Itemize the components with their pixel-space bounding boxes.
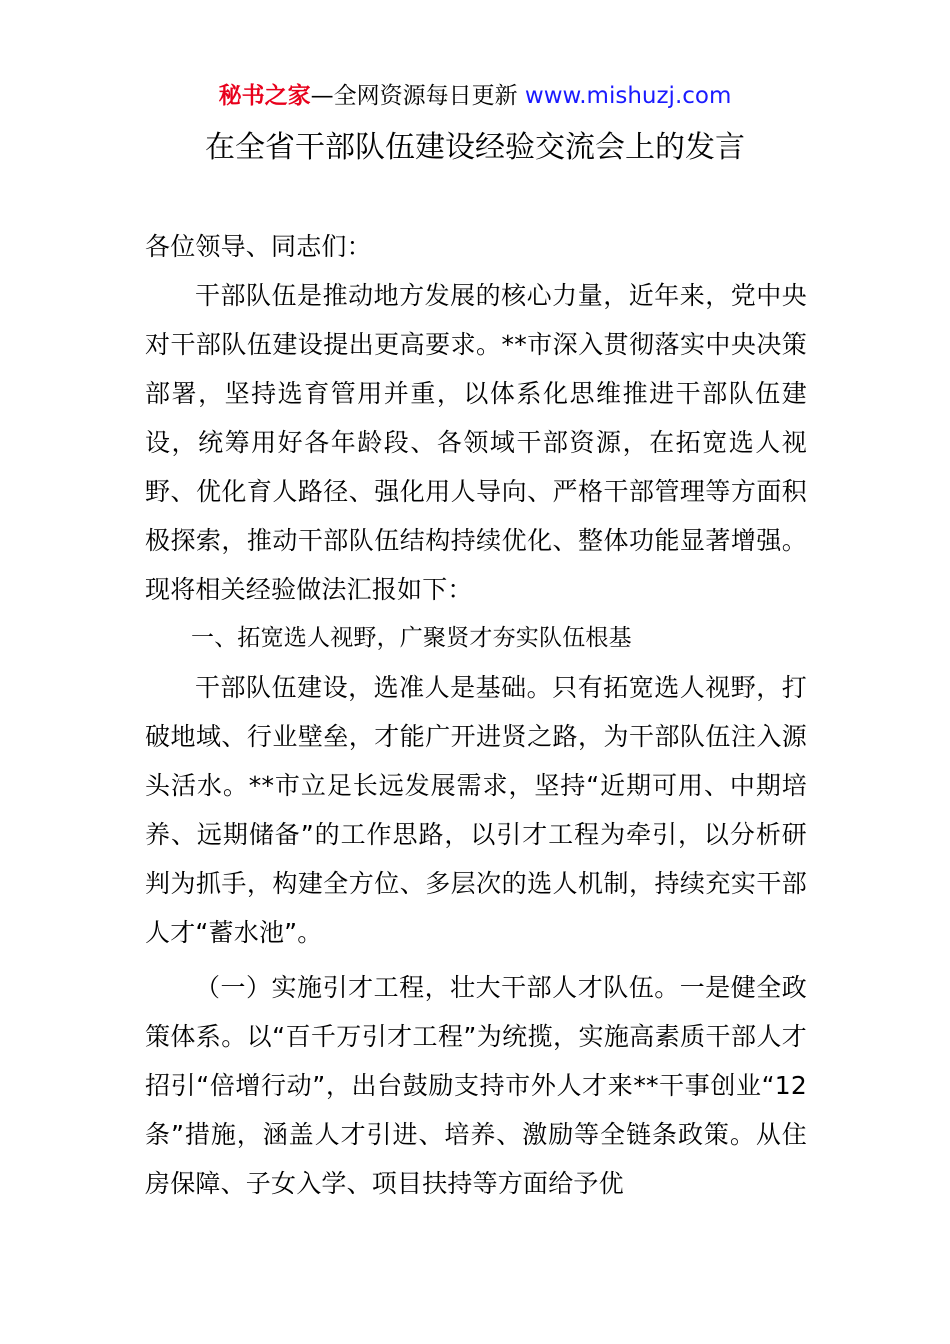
subsection-paragraph-1: （一）实施引才工程，壮大干部人才队伍。一是健全政策体系。以“百千万引才工程”为统揽，实施高素质干部人才招引“倍增行动”，出台鼓励支持市外人才来**干事创业“12条”措施，涵盖人才引进、培养、激励等全链条政策。从住房保障、子女入学、项目扶持等方面给予优: [145, 973, 807, 1198]
section-paragraph-1: 干部队伍建设，选准人是基础。只有拓宽选人视野，打破地域、行业壁垒，才能广开进贤之路，为干部队伍注入源头活水。**市立足长远发展需求，坚持“近期可用、中期培养、远期储备”的工作思路，以引才工程为牵引，以分析研判为抓手，构建全方位、多层次的选人机制，持续充实干部人才“蓄水池”。: [145, 673, 807, 947]
section-heading-1: 一、拓宽选人视野，广聚贤才夯实队伍根基: [191, 625, 632, 651]
document-body: [145, 222, 807, 1208]
site-url-link[interactable]: www.mishuzj.com: [524, 83, 732, 109]
salutation: 各位领导、同志们：: [145, 232, 372, 261]
header-tagline: —全网资源每日更新: [310, 83, 518, 109]
intro-paragraph: 干部队伍是推动地方发展的核心力量，近年来，党中央对干部队伍建设提出更高要求。**市深入贯彻落实中央决策部署，坚持选育管用并重，以体系化思维推进干部队伍建设，统筹用好各年龄段、各领域干部资源，在拓宽选人视野、优化育人路径、强化用人导向、严格干部管理等方面积极探索，推动干部队伍结构持续优化、整体功能显著增强。现将相关经验做法汇报如下：: [145, 281, 807, 604]
site-header: [0, 80, 950, 112]
document-title: 在全省干部队伍建设经验交流会上的发言: [205, 130, 745, 165]
brand-name: 秘书之家: [218, 83, 311, 109]
